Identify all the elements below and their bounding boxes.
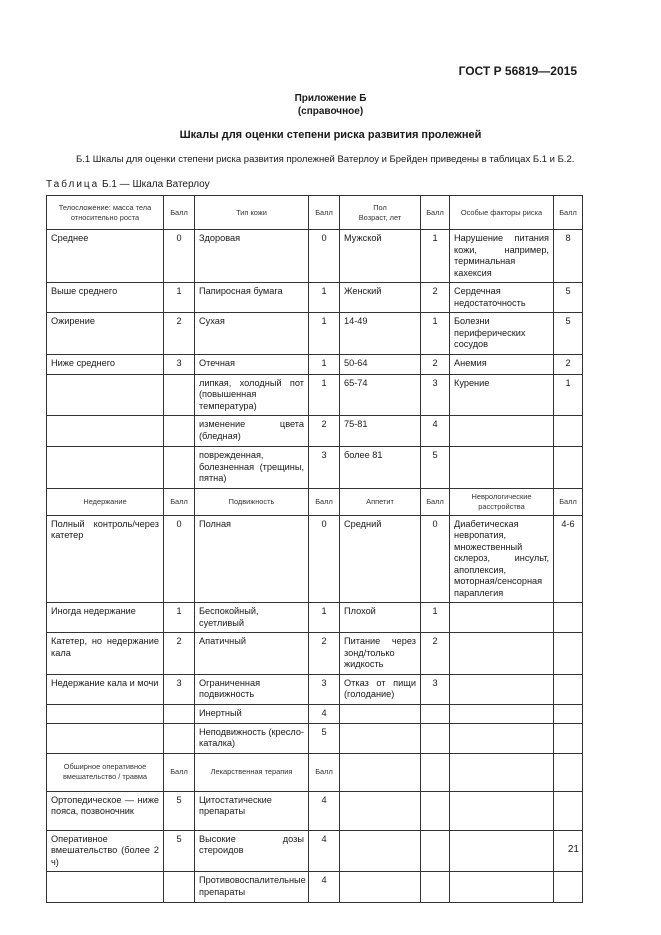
table-cell: Ограниченная подвижность: [195, 674, 309, 704]
table-cell: [164, 872, 195, 903]
table-header-cell: Балл: [309, 488, 340, 515]
table-cell: 4-6: [554, 515, 583, 603]
table-cell: [164, 723, 195, 753]
table-header-cell: Телосложение: масса тела относительно роста: [47, 196, 164, 230]
table-cell: 4: [309, 872, 340, 903]
table-row: [47, 872, 583, 903]
table-cell: 3: [421, 374, 450, 416]
table-cell: Иногда недержание: [47, 603, 164, 633]
table-cell: 3: [164, 354, 195, 374]
table-cell: 0: [309, 515, 340, 603]
table-cell: [554, 674, 583, 704]
table-cell: Беспокойный, суетливый: [195, 603, 309, 633]
table-header-cell: Балл: [309, 753, 340, 791]
table-cell: Папиросная бумага: [195, 283, 309, 313]
table-cell: Среднее: [47, 230, 164, 283]
table-header-cell: Балл: [309, 196, 340, 230]
appendix-heading: [0, 92, 661, 118]
table-cell: [450, 791, 554, 830]
section-title: Шкалы для оценки степени риска развития пролежней: [179, 129, 482, 141]
table-header-cell: Балл: [164, 753, 195, 791]
table-header-cell: [421, 753, 450, 791]
table-row: [47, 633, 583, 675]
table-header-cell: Обширное оперативное вмешательство / травма: [47, 753, 164, 791]
table-cell: 1: [309, 374, 340, 416]
table-cell: 1: [309, 603, 340, 633]
table-cell: 3: [309, 447, 340, 489]
table-header-cell: Балл: [164, 488, 195, 515]
table-cell: 0: [421, 515, 450, 603]
table-cell: 1: [164, 283, 195, 313]
table-header-cell: Балл: [554, 196, 583, 230]
table-cell: Высокие дозы стероидов: [195, 830, 309, 872]
table-cell: 4: [309, 704, 340, 723]
table-cell: Диабетическая невропатия, множественный склероз, инсульт, апоплексия, моторная/сенсорная параплегия: [450, 515, 554, 603]
table-cell: Средний: [340, 515, 421, 603]
table-cell: 4: [421, 416, 450, 447]
table-cell: [554, 633, 583, 675]
table-cell: Цитостатические препараты: [195, 791, 309, 830]
table-header-cell: [340, 753, 421, 791]
table-header-cell: Балл: [164, 196, 195, 230]
table-cell: 2: [164, 313, 195, 355]
table-cell: [450, 416, 554, 447]
table-cell: 2: [421, 354, 450, 374]
table-row: [47, 515, 583, 603]
table-header-cell: Особые факторы риска: [450, 196, 554, 230]
table-cell: [554, 704, 583, 723]
appendix-subtitle: (справочное): [297, 106, 364, 117]
table-cell: [421, 872, 450, 903]
table-cell: [164, 447, 195, 489]
table-cell: [421, 791, 450, 830]
table-row: [47, 416, 583, 447]
table-cell: 0: [309, 230, 340, 283]
table-cell: 3: [164, 674, 195, 704]
table-cell: Отказ от пищи (голодание): [340, 674, 421, 704]
table-cell: 2: [164, 633, 195, 675]
table-cell: [340, 791, 421, 830]
table-cell: [340, 723, 421, 753]
table-header-cell: Тип кожи: [195, 196, 309, 230]
table-cell: 2: [421, 633, 450, 675]
table-cell: [164, 416, 195, 447]
table-header-cell: Неврологические расстройства: [450, 488, 554, 515]
table-cell: поврежденная, болезненная (трещины, пятна): [195, 447, 309, 489]
table-cell: [450, 674, 554, 704]
table-caption-text: Б.1 — Шкала Ватерлоу: [102, 179, 210, 190]
table-cell: [47, 704, 164, 723]
table-cell: Женский: [340, 283, 421, 313]
table-cell: 4: [309, 830, 340, 872]
table-cell: более 81: [340, 447, 421, 489]
table-cell: 2: [554, 354, 583, 374]
table-cell: Сердечная недостаточность: [450, 283, 554, 313]
page-number: 21: [567, 844, 579, 855]
table-cell: изменение цвета (бледная): [195, 416, 309, 447]
table-cell: [554, 447, 583, 489]
table-cell: 2: [421, 283, 450, 313]
table-cell: липкая, холодный пот (повышенная температура): [195, 374, 309, 416]
table-cell: 1: [554, 374, 583, 416]
table-cell: Противовоспалительные препараты: [195, 872, 309, 903]
table-row: [47, 704, 583, 723]
table-cell: Курение: [450, 374, 554, 416]
table-cell: [47, 374, 164, 416]
table-body: [47, 196, 583, 903]
table-cell: Полный контроль/через катетер: [47, 515, 164, 603]
table-header-cell: Подвижность: [195, 488, 309, 515]
table-cell: 5: [309, 723, 340, 753]
table-header-cell: Лекарственная терапия: [195, 753, 309, 791]
table-cell: Здоровая: [195, 230, 309, 283]
table-cell: Недержание кала и мочи: [47, 674, 164, 704]
table-cell: 50-64: [340, 354, 421, 374]
table-cell: [340, 704, 421, 723]
table-cell: Апатичный: [195, 633, 309, 675]
table-cell: 8: [554, 230, 583, 283]
table-cell: [340, 830, 421, 872]
table-cell: [450, 603, 554, 633]
table-cell: [421, 704, 450, 723]
table-cell: [164, 704, 195, 723]
table-row: [47, 354, 583, 374]
table-cell: Ниже среднего: [47, 354, 164, 374]
table-cell: [450, 447, 554, 489]
table-cell: [554, 603, 583, 633]
table-cell: 14-49: [340, 313, 421, 355]
table-cell: 5: [554, 313, 583, 355]
table-cell: 4: [309, 791, 340, 830]
table-cell: Полная: [195, 515, 309, 603]
table-cell: Анемия: [450, 354, 554, 374]
table-header-cell: Балл: [554, 488, 583, 515]
table-cell: [421, 830, 450, 872]
table-row: [47, 447, 583, 489]
table-cell: [450, 830, 554, 872]
table-header-cell: Балл: [421, 196, 450, 230]
table-cell: [421, 723, 450, 753]
table-cell: Ортопедическое — ниже пояса, позвоночник: [47, 791, 164, 830]
table-cell: Катетер, но недержание кала: [47, 633, 164, 675]
table-cell: 1: [421, 603, 450, 633]
table-header-row: [47, 753, 583, 791]
table-header-cell: [554, 753, 583, 791]
waterlow-table: [46, 195, 583, 903]
table-cell: [554, 416, 583, 447]
table-cell: Ожирение: [47, 313, 164, 355]
table-cell: Нарушение питания кожи, например, терминальная кахексия: [450, 230, 554, 283]
table-cell: 5: [421, 447, 450, 489]
table-row: [47, 830, 583, 872]
table-cell: 1: [309, 313, 340, 355]
table-cell: [554, 872, 583, 903]
table-header-row: [47, 196, 583, 230]
table-cell: Сухая: [195, 313, 309, 355]
table-row: [47, 723, 583, 753]
table-cell: Отечная: [195, 354, 309, 374]
table-cell: 3: [421, 674, 450, 704]
table-cell: [450, 633, 554, 675]
table-cell: 2: [309, 416, 340, 447]
table-cell: 1: [421, 313, 450, 355]
intro-paragraph: Б.1 Шкалы для оценки степени риска развития пролежней Ватерлоу и Брейден приведены в таблицах Б.1 и Б.2.: [76, 154, 575, 165]
table-cell: 1: [421, 230, 450, 283]
table-row: [47, 791, 583, 830]
table-row: [47, 674, 583, 704]
table-cell: [164, 374, 195, 416]
table-cell: 65-74: [340, 374, 421, 416]
table-row: [47, 230, 583, 283]
table-row: [47, 374, 583, 416]
table-caption-prefix: Таблица: [46, 179, 100, 190]
table-header-cell: Недержание: [47, 488, 164, 515]
table-row: [47, 313, 583, 355]
table-header-cell: Пол Возраст, лет: [340, 196, 421, 230]
table-cell: 1: [309, 354, 340, 374]
table-cell: [47, 416, 164, 447]
table-cell: [554, 723, 583, 753]
table-cell: Плохой: [340, 603, 421, 633]
table-cell: 2: [309, 633, 340, 675]
table-cell: 1: [309, 283, 340, 313]
table-cell: [47, 723, 164, 753]
appendix-title: Приложение Б: [294, 93, 367, 104]
table-cell: Питание через зонд/только жидкость: [340, 633, 421, 675]
standard-code: ГОСТ Р 56819—2015: [458, 64, 577, 78]
table-header-cell: Балл: [421, 488, 450, 515]
table-cell: 0: [164, 230, 195, 283]
table-header-cell: Аппетит: [340, 488, 421, 515]
table-cell: 75-81: [340, 416, 421, 447]
table-cell: [47, 447, 164, 489]
table-cell: [47, 872, 164, 903]
table-caption: [46, 179, 210, 190]
table-cell: Выше среднего: [47, 283, 164, 313]
table-cell: [450, 704, 554, 723]
table-header-cell: [450, 753, 554, 791]
table-row: [47, 283, 583, 313]
table-cell: 5: [554, 283, 583, 313]
table-cell: [554, 791, 583, 830]
table-cell: 0: [164, 515, 195, 603]
table-cell: [450, 872, 554, 903]
table-cell: Мужской: [340, 230, 421, 283]
table-cell: Болезни периферических сосудов: [450, 313, 554, 355]
table-header-row: [47, 488, 583, 515]
table-cell: 3: [309, 674, 340, 704]
table-cell: Оперативное вмешательство (более 2 ч): [47, 830, 164, 872]
table-cell: 5: [164, 791, 195, 830]
table-cell: 5: [164, 830, 195, 872]
table-cell: [450, 723, 554, 753]
table-cell: Инертный: [195, 704, 309, 723]
table-cell: 1: [164, 603, 195, 633]
table-cell: [340, 872, 421, 903]
table-row: [47, 603, 583, 633]
table-cell: Неподвижность (кресло-каталка): [195, 723, 309, 753]
